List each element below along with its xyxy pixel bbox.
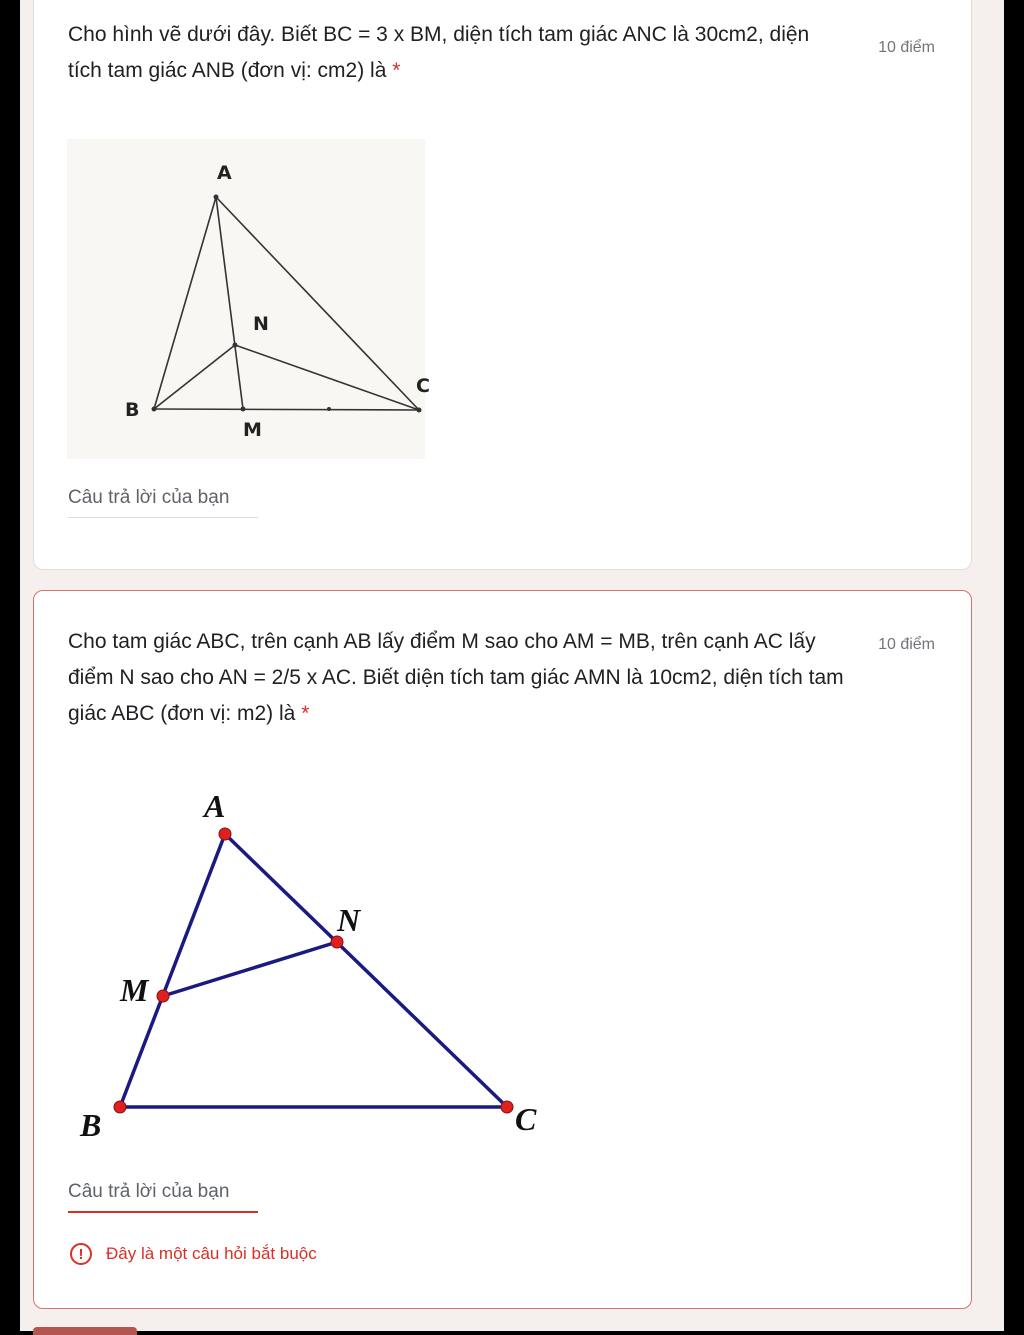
geometry-diagram: [70, 771, 590, 1151]
point-b: [114, 1101, 126, 1113]
required-star: *: [301, 702, 310, 725]
segment-ab: [120, 834, 225, 1107]
label-b: B: [125, 399, 140, 421]
segment-am: [216, 197, 243, 409]
segment-bn: [154, 345, 235, 409]
segment-ac: [225, 834, 507, 1107]
error-icon: !: [70, 1243, 92, 1265]
segment-nc: [235, 345, 419, 410]
label-c: C: [515, 1101, 537, 1137]
point-mark: [327, 407, 331, 411]
question-title: Cho hình vẽ dưới đây. Biết BC = 3 x BM, diện tích tam giác ANC là 30cm2, diện tích tam giác ANB (đơn vị: cm2) là *: [68, 23, 810, 82]
point-c: [501, 1101, 513, 1113]
error-message-row: [70, 1243, 317, 1265]
question-card-2: [33, 590, 972, 1309]
label-n: N: [337, 902, 361, 938]
geometry-diagram: [67, 139, 430, 459]
points-label: 10 điểm: [878, 636, 935, 653]
point-n: [233, 343, 238, 348]
segment-bc: [154, 409, 419, 410]
point-m: [241, 407, 246, 412]
point-c: [417, 408, 422, 413]
point-b: [152, 407, 157, 412]
required-star: *: [392, 59, 401, 82]
question-title: Cho tam giác ABC, trên cạnh AB lấy điểm M sao cho AM = MB, trên cạnh AC lấy điểm N sao cho AN = 2/5 x AC. Biết diện tích tam giác AMN là 10cm2, diện tích tam giác ABC (đơn vị: m2) là *: [68, 630, 844, 725]
segment-ac: [216, 197, 419, 410]
label-n: N: [253, 313, 269, 335]
points-label: 10 điểm: [878, 39, 935, 56]
label-a: A: [204, 788, 226, 824]
answer-input[interactable]: Câu trả lời của bạn: [68, 487, 258, 518]
label-m: M: [120, 972, 149, 1008]
error-message: Đây là một câu hỏi bắt buộc: [106, 1244, 317, 1263]
next-card-edge: [33, 1327, 137, 1335]
label-c: C: [416, 375, 430, 397]
answer-input[interactable]: Câu trả lời của bạn: [68, 1181, 258, 1213]
label-b: B: [80, 1107, 102, 1143]
question-card-1: [33, 0, 972, 570]
label-m: M: [243, 419, 262, 441]
segment-mn: [163, 942, 337, 996]
label-a: A: [217, 162, 232, 184]
segment-ab: [154, 197, 216, 409]
point-m: [157, 990, 169, 1002]
point-a: [219, 828, 231, 840]
point-a: [214, 195, 219, 200]
